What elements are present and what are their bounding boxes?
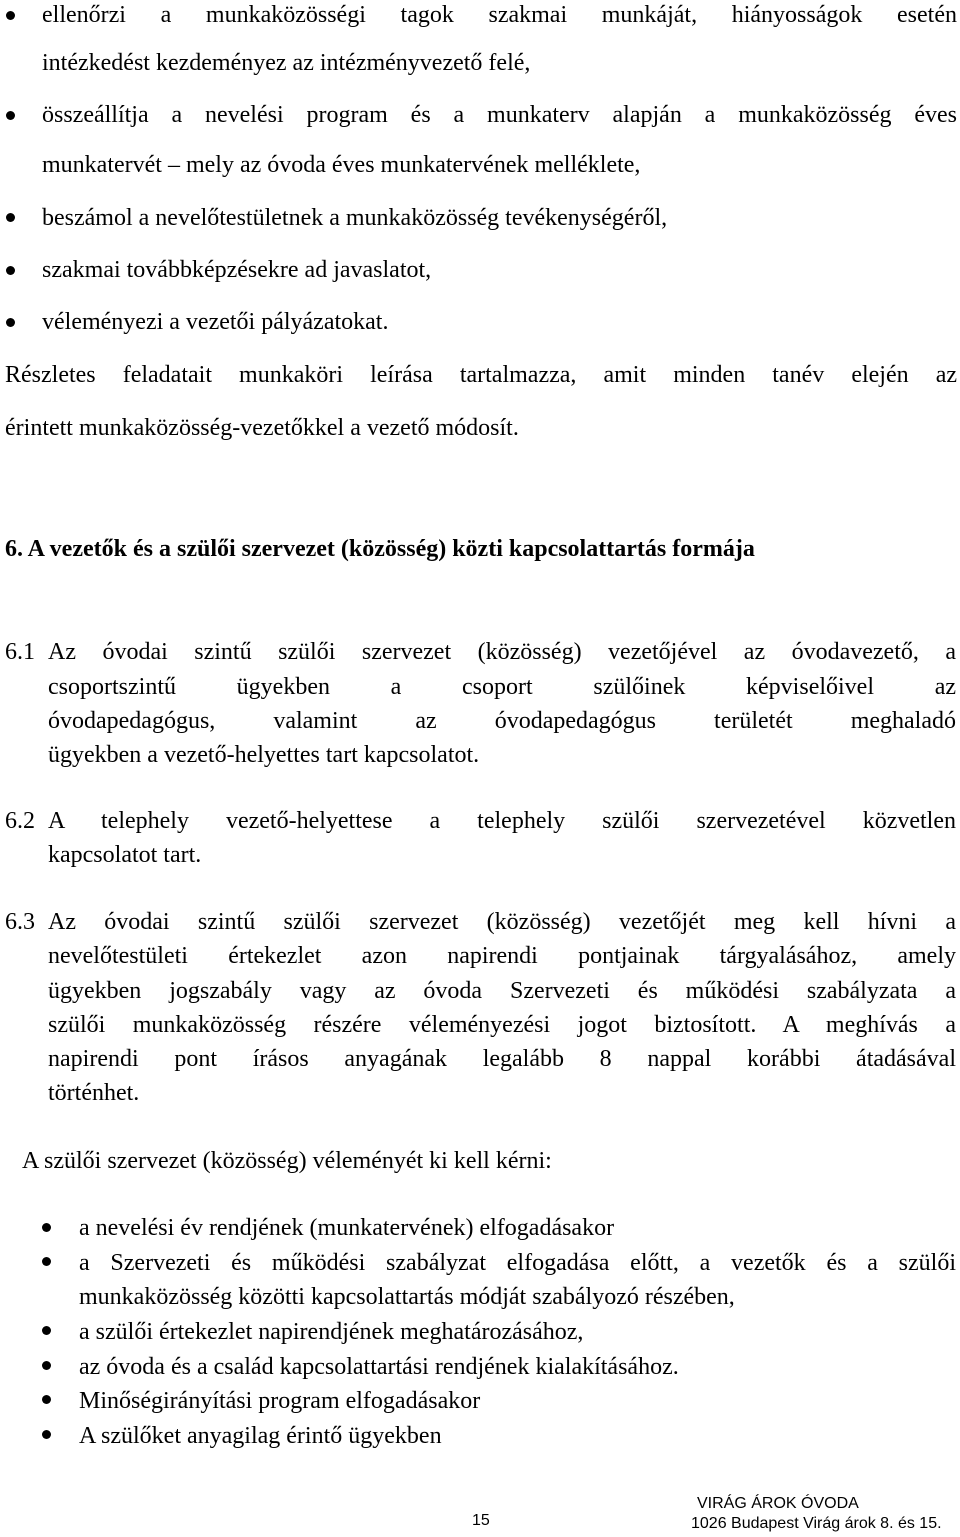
subsection-line: ügyekben a vezető-helyettes tart kapcsolatot. <box>48 742 480 768</box>
bullet-icon <box>42 1395 51 1404</box>
subsection-number: 6.3 <box>5 909 35 935</box>
list-item-line: A szülőket anyagilag érintő ügyekben <box>79 1423 442 1449</box>
list-item-line: a szülői értekezlet napirendjének meghatározásához, <box>79 1319 584 1345</box>
subsection-number: 6.1 <box>5 639 35 665</box>
section-heading: 6. A vezetők és a szülői szervezet (közösség) közti kapcsolattartás formája <box>5 536 755 562</box>
list-item-line: a nevelési év rendjének (munkatervének) elfogadásakor <box>79 1215 615 1241</box>
bullet-icon <box>42 1257 51 1266</box>
footer-institution: VIRÁG ÁROK ÓVODA <box>697 1495 859 1512</box>
subsection-number: 6.2 <box>5 808 35 834</box>
list-item-line: intézkedést kezdeményez az intézményvezető felé, <box>42 50 531 76</box>
subsection-line: ügyekben jogszabály vagy az óvoda Szervezeti és működési szabályzata a <box>48 978 956 1004</box>
list-item-line: szakmai továbbképzésekre ad javaslatot, <box>42 257 432 283</box>
list-item-line: beszámol a nevelőtestületnek a munkaközösség tevékenységéről, <box>42 205 668 231</box>
footer-address: 1026 Budapest Virág árok 8. és 15. <box>691 1515 942 1532</box>
subsection-line: csoportszintű ügyekben a csoport szülőinek képviselőivel az <box>48 674 956 700</box>
list-item-line: az óvoda és a család kapcsolattartási rendjének kialakításához. <box>79 1354 679 1380</box>
subsection-line: Az óvodai szintű szülői szervezet (közösség) vezetőjével az óvodavezető, a <box>48 639 956 665</box>
bullet-icon <box>42 1430 51 1439</box>
list-item-line: Minőségirányítási program elfogadásakor <box>79 1388 481 1414</box>
list-item-line: munkatervét – mely az óvoda éves munkatervének melléklete, <box>42 152 641 178</box>
subsection-line: A telephely vezető-helyettese a telephely szülői szervezetével közvetlen <box>48 808 956 834</box>
bullet-icon <box>6 111 15 120</box>
bullet-icon <box>42 1223 51 1232</box>
list-item-line: munkaközösség közötti kapcsolattartás módját szabályozó részében, <box>79 1284 735 1310</box>
subsection-line: kapcsolatot tart. <box>48 842 202 868</box>
paragraph-line: érintett munkaközösség-vezetőkkel a vezető módosít. <box>5 415 519 441</box>
subsection-line: szülői munkaközösség részére véleményezési jogot biztosított. A meghívás a <box>48 1012 956 1038</box>
subsection-line: napirendi pont írásos anyagának legalább 8 nappal korábbi átadásával <box>48 1046 956 1072</box>
subsection-line: történhet. <box>48 1080 140 1106</box>
bullet-icon <box>6 318 15 327</box>
list-item-line: ellenőrzi a munkaközösségi tagok szakmai munkáját, hiányosságok esetén <box>42 2 957 28</box>
bullet-icon <box>6 213 15 222</box>
bullet-icon <box>42 1326 51 1335</box>
bullet-icon <box>6 266 15 275</box>
list-item-line: a Szervezeti és működési szabályzat elfogadása előtt, a vezetők és a szülői <box>79 1250 956 1276</box>
subsection-line: nevelőtestületi értekezlet azon napirendi pontjainak tárgyalásához, amely <box>48 943 956 969</box>
subsection-line: óvodapedagógus, valamint az óvodapedagógus területét meghaladó <box>48 708 956 734</box>
paragraph-line: Részletes feladatait munkaköri leírása tartalmazza, amit minden tanév elején az <box>5 362 957 388</box>
page-number: 15 <box>472 1512 490 1529</box>
list-item-line: összeállítja a nevelési program és a munkaterv alapján a munkaközösség éves <box>42 102 957 128</box>
list-item-line: véleményezi a vezetői pályázatokat. <box>42 309 389 335</box>
subsection-line: Az óvodai szintű szülői szervezet (közösség) vezetőjét meg kell hívni a <box>48 909 956 935</box>
bullet-icon <box>42 1361 51 1370</box>
bullet-icon <box>6 11 15 20</box>
opinion-intro: A szülői szervezet (közösség) véleményét ki kell kérni: <box>22 1148 552 1174</box>
